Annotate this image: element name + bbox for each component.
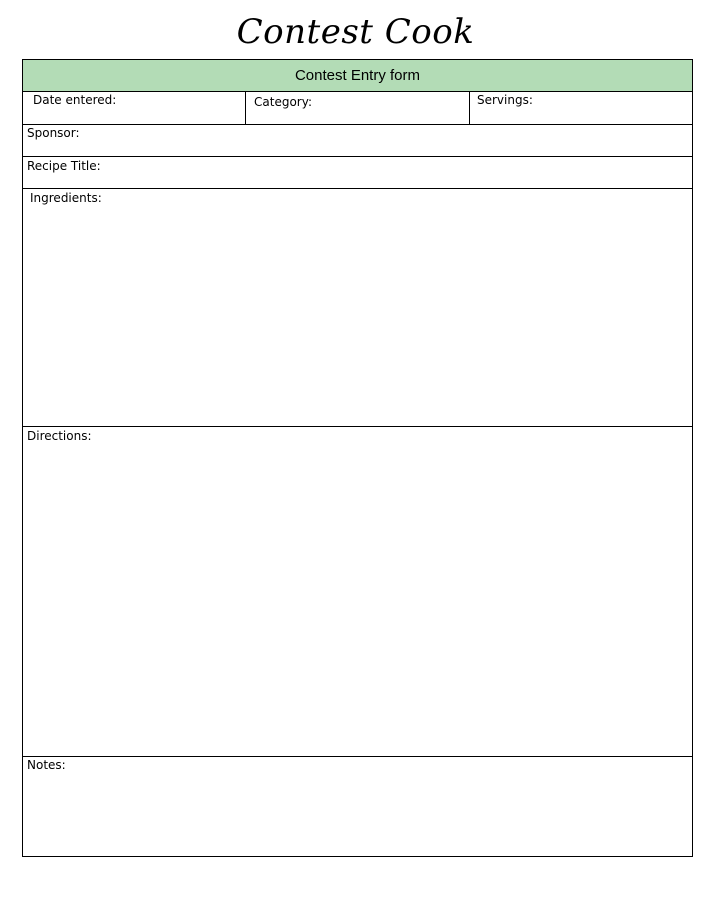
servings-label: Servings: [477, 93, 533, 107]
sponsor-label: Sponsor: [27, 126, 80, 140]
category-field[interactable] [246, 92, 470, 124]
page-title: Contest Cook [236, 12, 475, 52]
notes-field[interactable] [23, 757, 692, 856]
recipe-title-label: Recipe Title: [27, 159, 101, 173]
servings-field[interactable] [470, 92, 692, 124]
sponsor-field[interactable] [23, 125, 692, 157]
category-label: Category: [254, 95, 312, 109]
date-entered-label: Date entered: [33, 93, 117, 107]
recipe-title-field[interactable] [23, 157, 692, 189]
directions-field[interactable] [23, 427, 692, 757]
contest-entry-form [22, 59, 693, 857]
form-header: Contest Entry form [23, 60, 692, 92]
directions-label: Directions: [27, 429, 92, 443]
notes-label: Notes: [27, 758, 66, 772]
ingredients-field[interactable] [23, 189, 692, 427]
row-date-category-servings [23, 92, 692, 125]
date-entered-field[interactable] [23, 92, 246, 124]
ingredients-label: Ingredients: [30, 191, 102, 205]
